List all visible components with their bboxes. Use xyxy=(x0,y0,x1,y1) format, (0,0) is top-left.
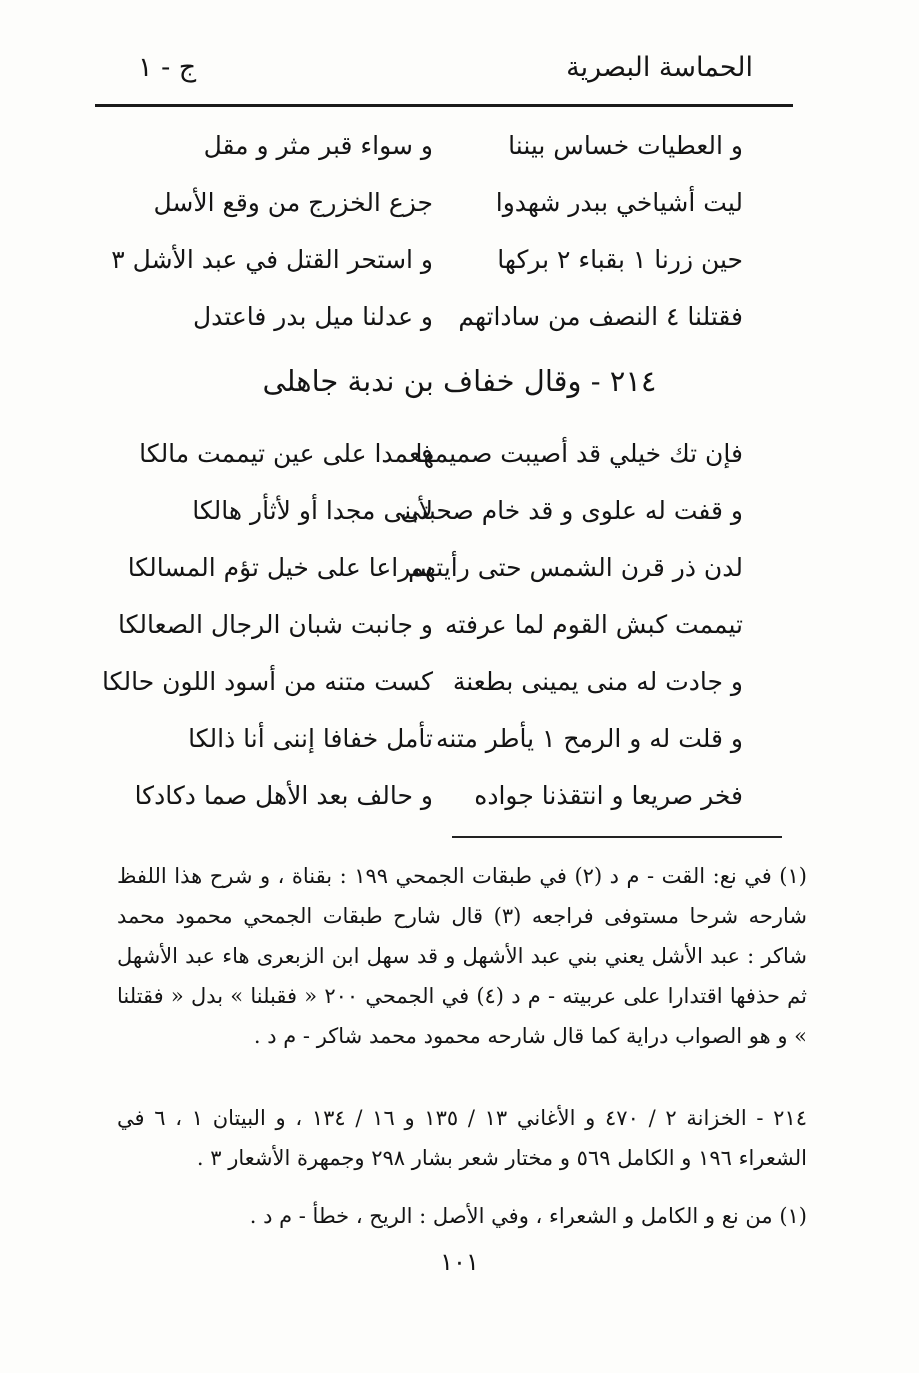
verse-first-hemistich: و قفت له علوى و قد خام صحبتى xyxy=(400,496,743,525)
verse-line xyxy=(102,662,743,702)
verse-first-hemistich: حين زرنا ١ بقباء ٢ بركها xyxy=(497,245,743,274)
verse-line xyxy=(111,240,743,280)
verse-line xyxy=(145,126,743,166)
verse-first-hemistich: لدن ذر قرن الشمس حتى رأيتهم xyxy=(408,553,743,582)
verse-second-hemistich: و سواء قبر مثر و مقل xyxy=(203,131,433,160)
verse-second-hemistich: كست متنه من أسود اللون حالكا xyxy=(102,667,433,696)
verse-line xyxy=(145,183,743,223)
verse-first-hemistich: و جادت له منى يمينى بطعنة xyxy=(452,667,743,696)
footnote-text: (١) في نع: القت - م د (٢) في طبقات الجمحي ١٩٩ : بقناة ، و شرح هذا اللفظ شارحه شرحا مستوفى فراجعه (٣) قال شارح طبقات الجمحي محمود محمد شاكر : عبد الأشل يعني بني عبد الأشهل و قد سهل ابن الزبعرى هاء عبد الأشهل ثم حذفها اقتدارا على عربيته - م د (٤) في الجمحي ٢٠٠ « فقبلنا » بدل « فقتلنا » و هو الصواب دراية كما قال شارحه محمود محمد شاكر - م د . xyxy=(117,864,808,1048)
verse-second-hemistich: فعمدا على عين تيممت مالكا xyxy=(139,439,433,468)
running-header-part: ج - ١ xyxy=(138,52,197,83)
header-rule xyxy=(95,104,793,107)
verse-line xyxy=(117,605,743,645)
verse-second-hemistich: و جانبت شبان الرجال الصعالكا xyxy=(117,610,433,639)
verse-second-hemistich: لأبنى مجدا أو لأثأر هالكا xyxy=(192,496,433,525)
verse-first-hemistich: تيممت كبش القوم لما عرفته xyxy=(445,610,743,639)
poem-heading: ٢١٤ - وقال خفاف بن ندبة جاهلى xyxy=(262,364,657,398)
footnote-213 xyxy=(117,856,807,1056)
verse-line xyxy=(145,491,743,531)
verse-second-hemistich: جزع الخزرج من وقع الأسل xyxy=(153,188,433,217)
footnote-text: (١) من نع و الكامل و الشعراء ، وفي الأصل : الريح ، خطأ - م د . xyxy=(249,1204,807,1228)
page-number: ١٠١ xyxy=(440,1248,479,1276)
verse-second-hemistich: و عدلنا ميل بدر فاعتدل xyxy=(192,302,433,331)
verse-first-hemistich: و العطيات خساس بيننا xyxy=(508,131,743,160)
verse-line xyxy=(145,297,743,337)
verse-first-hemistich: فإن تك خيلي قد أصيبت صميمها xyxy=(415,439,743,468)
running-header-title: الحماسة البصرية xyxy=(566,52,753,83)
verse-second-hemistich: و حالف بعد الأهل صما دكادكا xyxy=(134,781,433,810)
footnote-rule xyxy=(452,836,782,838)
verse-second-hemistich: سراعا على خيل تؤم المسالكا xyxy=(127,553,433,582)
verse-first-hemistich: و قلت له و الرمح ١ يأطر متنه xyxy=(435,724,743,753)
verse-second-hemistich: تأمل خفافا إننى أنا ذالكا xyxy=(188,724,433,753)
verse-line xyxy=(127,548,743,588)
verse-first-hemistich: فقتلنا ٤ النصف من ساداتهم xyxy=(458,302,743,331)
verse-second-hemistich: و استحر القتل في عبد الأشل ٣ xyxy=(111,245,433,274)
verse-first-hemistich: ليت أشياخي ببدر شهدوا xyxy=(495,188,743,217)
verse-first-hemistich: فخر صريعا و انتقذنا جواده xyxy=(474,781,743,810)
verse-line xyxy=(134,776,743,816)
footnote-214-note xyxy=(117,1196,807,1236)
verse-line xyxy=(139,434,743,474)
footnote-214 xyxy=(117,1098,807,1178)
footnote-text: ٢١٤ - الخزانة ٢ / ٤٧٠ و الأغاني ١٣ / ١٣٥ و ١٦ / ١٣٤ ، و البيتان ١ ، ٦ في الشعراء ١٩٦ و الكامل ٥٦٩ و مختار شعر بشار ٢٩٨ وجمهرة الأشعار ٣ . xyxy=(117,1106,808,1170)
verse-line xyxy=(145,719,743,759)
